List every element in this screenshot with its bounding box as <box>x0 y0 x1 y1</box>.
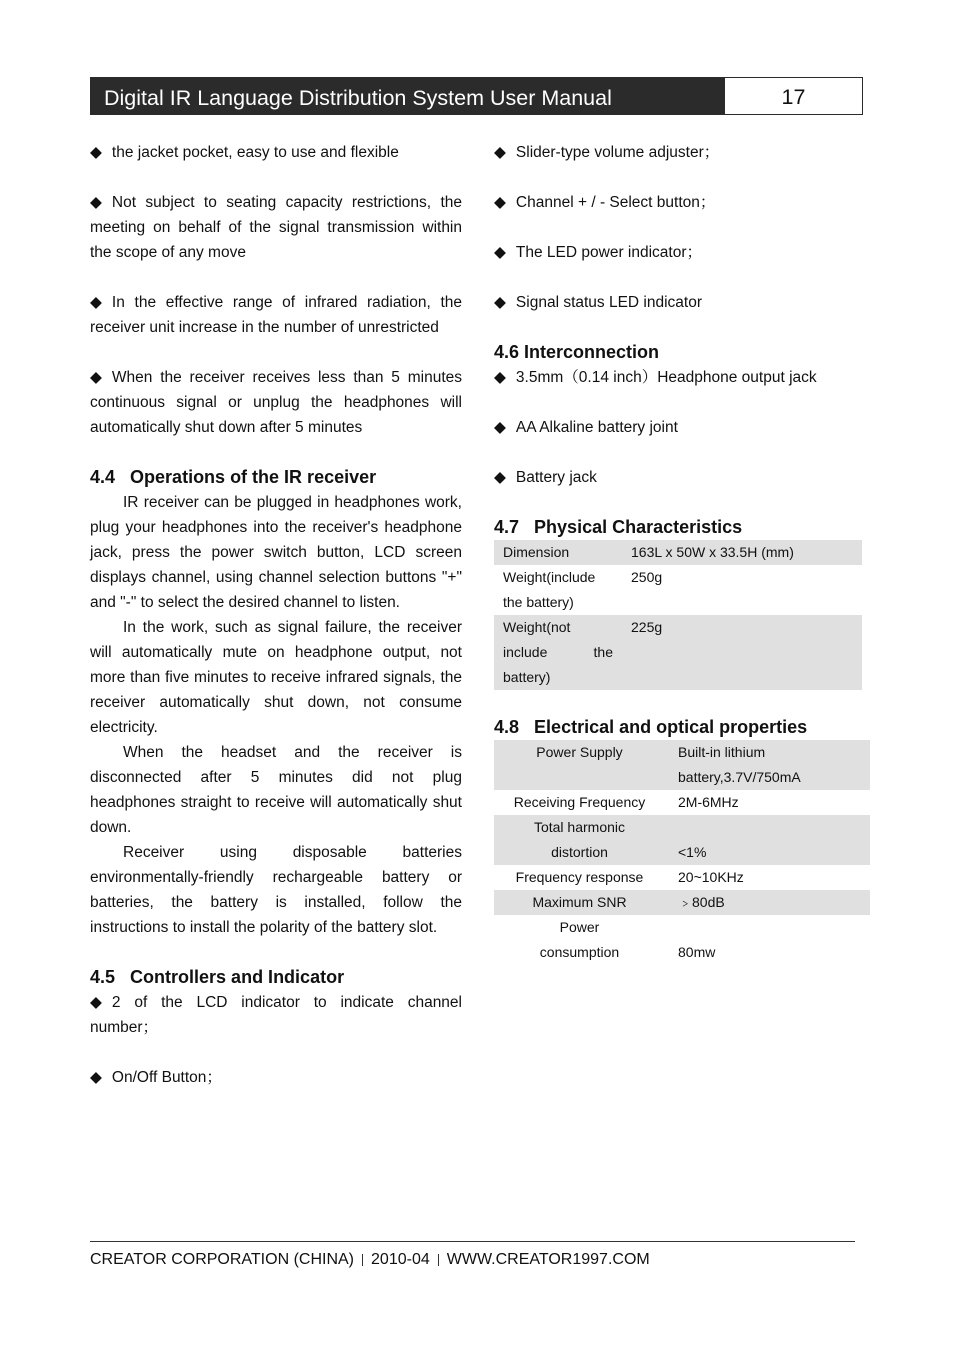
bullet-item: ◆ On/Off Button； <box>90 1065 462 1090</box>
table-cell-value: 163L x 50W x 33.5H (mm) <box>622 540 862 565</box>
table-cell-label: Weight(not include the battery) <box>494 615 622 690</box>
bullet-item: ◆ The LED power indicator； <box>494 240 870 265</box>
bullet-item: ◆ Battery jack <box>494 465 870 490</box>
diamond-bullet-icon: ◆ <box>494 369 506 386</box>
diamond-bullet-icon: ◆ <box>90 994 102 1011</box>
footer-divider <box>90 1241 855 1242</box>
table-row <box>494 890 870 915</box>
table-cell-label: Dimension <box>494 540 622 565</box>
table-row <box>494 565 862 615</box>
footer-company: CREATOR CORPORATION (CHINA) <box>90 1251 355 1268</box>
table-row <box>494 790 870 815</box>
diamond-bullet-icon: ◆ <box>494 469 506 486</box>
bullet-item: ◆ Channel + / - Select button； <box>494 190 870 215</box>
bullet-item: ◆ When the receiver receives less than 5 minutes continuous signal or unplug the headphones will automatically shut down after 5 minutes <box>90 365 462 440</box>
diamond-bullet-icon: ◆ <box>494 244 506 261</box>
bullet-item: ◆ In the effective range of infrared radiation, the receiver unit increase in the number of unrestricted <box>90 290 462 340</box>
table-cell-value: ﹥80dB <box>665 890 870 915</box>
bullet-item: ◆ 3.5mm（0.14 inch）Headphone output jack <box>494 365 870 390</box>
paragraph: When the headset and the receiver is disconnected after 5 minutes did not plug headphones straight to receive will automatically shut down. <box>90 744 462 836</box>
table-cell-value: 20~10KHz <box>678 869 744 885</box>
paragraph: In the work, such as signal failure, the receiver will automatically mute on headphone output, not more than five minutes to receive infrared signals, the receiver automatically shut down, not consume electricity. <box>90 619 462 736</box>
table-row <box>494 815 870 865</box>
bullet-item: ◆ Slider-type volume adjuster； <box>494 140 870 165</box>
bullet-item: ◆ AA Alkaline battery joint <box>494 415 870 440</box>
page-number: 17 <box>725 77 863 115</box>
page-footer <box>90 1249 650 1271</box>
section-heading-4-5: 4.5 Controllers and Indicator <box>90 967 345 987</box>
section-heading-4-7: 4.7 Physical Characteristics <box>494 517 743 537</box>
paragraph: Receiver using disposable batteries environmentally-friendly rechargeable battery or batteries, the battery is installed, follow the instructions to install the polarity of the battery slot. <box>90 844 462 936</box>
right-column <box>494 140 870 965</box>
physical-characteristics-table <box>494 540 862 690</box>
table-cell-value: 225g <box>622 615 862 690</box>
diamond-bullet-icon: ◆ <box>90 369 102 386</box>
section-heading-4-6: 4.6 Interconnection <box>494 342 660 362</box>
paragraph: IR receiver can be plugged in headphones work, plug your headphones into the receiver's headphone jack, press the power switch button, LCD screen displays channel, using channel selection buttons "+" and "-" to select the desired channel to listen. <box>90 494 462 611</box>
footer-separator <box>438 1254 439 1266</box>
table-cell-value: 80mw <box>678 944 716 960</box>
diamond-bullet-icon: ◆ <box>90 294 102 311</box>
table-row <box>494 740 870 790</box>
diamond-bullet-icon: ◆ <box>90 144 102 161</box>
left-column <box>90 140 462 1090</box>
manual-title: Digital IR Language Distribution System User Manual <box>90 77 725 115</box>
bullet-item: ◆ the jacket pocket, easy to use and flexible <box>90 140 462 165</box>
diamond-bullet-icon: ◆ <box>494 419 506 436</box>
table-cell-label: Maximum SNR <box>494 890 665 915</box>
table-cell-label: Power consumption <box>539 919 620 960</box>
table-cell-label: Total harmonic distortion <box>494 815 665 865</box>
table-cell-label: Receiving Frequency <box>513 794 646 810</box>
diamond-bullet-icon: ◆ <box>494 294 506 311</box>
table-row <box>494 540 862 565</box>
table-row <box>494 865 870 890</box>
section-heading-4-8: 4.8 Electrical and optical properties <box>494 717 808 737</box>
bullet-item: ◆ Not subject to seating capacity restrictions, the meeting on behalf of the signal transmission within the scope of any move <box>90 190 462 265</box>
bullet-item: ◆ 2 of the LCD indicator to indicate channel number； <box>90 990 462 1040</box>
diamond-bullet-icon: ◆ <box>90 1069 102 1086</box>
table-cell-value: <1% <box>665 815 870 865</box>
diamond-bullet-icon: ◆ <box>494 144 506 161</box>
table-cell-label: Frequency response <box>515 869 644 885</box>
page-header <box>90 77 863 115</box>
bullet-item: ◆ Signal status LED indicator <box>494 290 870 315</box>
table-cell-value: 2M-6MHz <box>678 794 739 810</box>
section-heading-4-4: 4.4 Operations of the IR receiver <box>90 467 377 487</box>
table-row <box>494 615 862 690</box>
table-row <box>494 915 870 965</box>
diamond-bullet-icon: ◆ <box>90 194 102 211</box>
table-cell-label: Power Supply <box>494 740 665 790</box>
table-cell-label: Weight(include the battery) <box>503 569 596 610</box>
electrical-properties-table <box>494 740 870 965</box>
diamond-bullet-icon: ◆ <box>494 194 506 211</box>
footer-website: WWW.CREATOR1997.COM <box>446 1251 650 1268</box>
table-cell-value: 250g <box>631 569 663 585</box>
footer-date: 2010-04 <box>371 1251 430 1268</box>
footer-separator <box>362 1254 363 1266</box>
table-cell-value: Built-in lithium battery,3.7V/750mA <box>665 740 870 790</box>
